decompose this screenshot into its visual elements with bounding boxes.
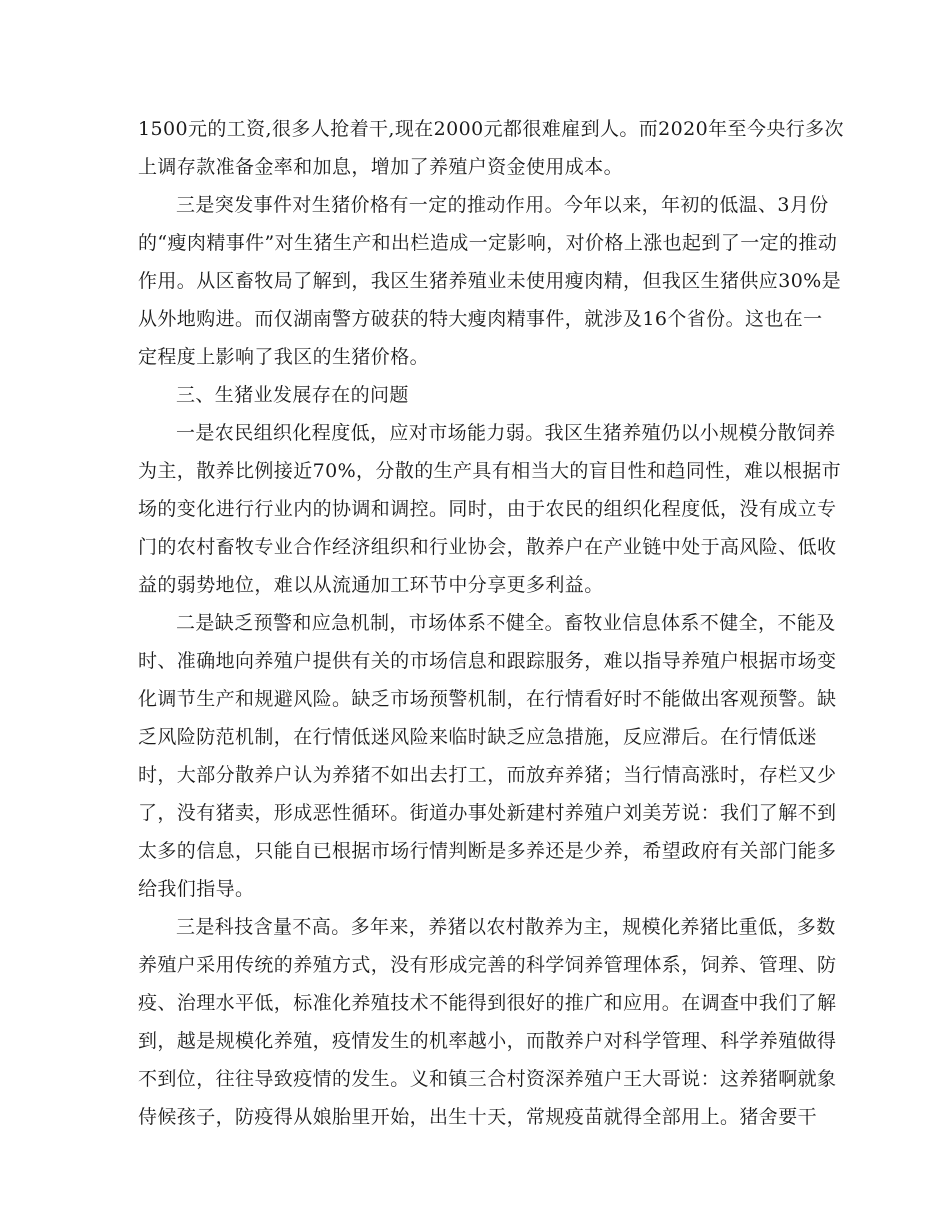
text-line: 场的变化进行行业内的协调和调控。同时，由于农民的组织化程度低，没有成立专 xyxy=(138,498,837,520)
text-line: 门的农村畜牧专业合作经济组织和行业协会，散养户在产业链中处于高风险、低收 xyxy=(138,536,837,558)
section-heading: 三、生猪业发展存在的问题 xyxy=(176,384,409,406)
text-line: 太多的信息，只能自已根据市场行情判断是多养还是少养，希望政府有关部门能多 xyxy=(138,840,837,862)
text-line: 给我们指导。 xyxy=(138,878,255,900)
paragraph-start-line: 一是农民组织化程度低，应对市场能力弱。我区生猪养殖仍以小规模分散饲养 xyxy=(176,422,836,444)
text-line: 的“瘦肉精事件”对生猪生产和出栏造成一定影响，对价格上涨也起到了一定的推动 xyxy=(138,232,838,254)
text-line: 侍候孩子，防疫得从娘胎里开始，出生十天，常规疫苗就得全部用上。猪舍要干 xyxy=(138,1106,818,1128)
text-line: 了，没有猪卖，形成恶性循环。街道办事处新建村养殖户刘美芳说：我们了解不到 xyxy=(138,802,837,824)
text-line: 不到位，往往导致疫情的发生。义和镇三合村资深养殖户王大哥说：这养猪啊就象 xyxy=(138,1068,837,1090)
text-line: 从外地购进。而仅湖南警方破获的特大瘦肉精事件，就涉及16个省份。这也在一 xyxy=(138,308,823,330)
text-line: 1500元的工资,很多人抢着干,现在2000元都很难雇到人。而2020年至今央行多次 xyxy=(138,118,844,140)
text-line: 化调节生产和规避风险。缺乏市场预警机制，在行情看好时不能做出客观预警。缺 xyxy=(138,688,837,710)
text-line: 养殖户采用传统的养殖方式，没有形成完善的科学饲养管理体系，饲养、管理、防 xyxy=(138,954,837,976)
text-line: 乏风险防范机制，在行情低迷风险来临时缺乏应急措施，反应滞后。在行情低迷 xyxy=(138,726,818,748)
text-line: 时，大部分散养户认为养猪不如出去打工，而放弃养猪；当行情高涨时，存栏又少 xyxy=(138,764,837,786)
paragraph-start-line: 二是缺乏预警和应急机制，市场体系不健全。畜牧业信息体系不健全，不能及 xyxy=(176,612,836,634)
text-line: 作用。从区畜牧局了解到，我区生猪养殖业未使用瘦肉精，但我区生猪供应30%是 xyxy=(138,270,842,292)
text-line: 定程度上影响了我区的生猪价格。 xyxy=(138,346,430,368)
text-line: 到，越是规模化养殖，疫情发生的机率越小，而散养户对科学管理、科学养殖做得 xyxy=(138,1030,837,1052)
text-line: 益的弱势地位，难以从流通加工环节中分享更多利益。 xyxy=(138,574,604,596)
text-line: 为主，散养比例接近70%，分散的生产具有相当大的盲目性和趋同性，难以根据市 xyxy=(138,460,842,482)
text-line: 上调存款准备金率和加息，增加了养殖户资金使用成本。 xyxy=(138,156,624,178)
text-line: 时、准确地向养殖户提供有关的市场信息和跟踪服务，难以指导养殖户根据市场变 xyxy=(138,650,837,672)
paragraph-start-line: 三是科技含量不高。多年来，养猪以农村散养为主，规模化养猪比重低，多数 xyxy=(176,916,836,938)
text-line: 疫、治理水平低，标准化养殖技术不能得到很好的推广和应用。在调查中我们了解 xyxy=(138,992,837,1014)
paragraph-start-line: 三是突发事件对生猪价格有一定的推动作用。今年以来，年初的低温、3月份 xyxy=(176,194,829,216)
